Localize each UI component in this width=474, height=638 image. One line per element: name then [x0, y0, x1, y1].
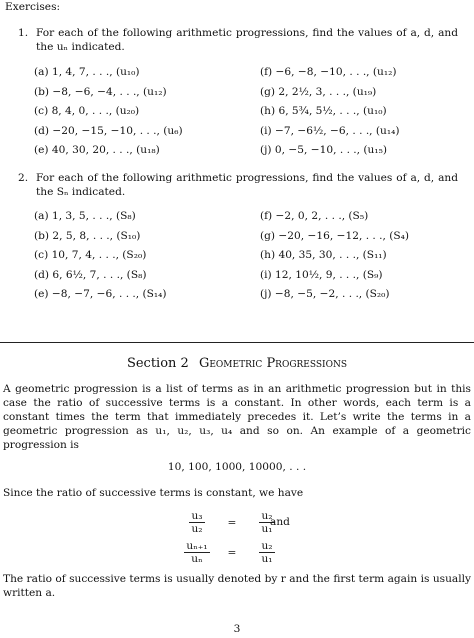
item-left: (b) −8, −6, −4, . . ., (u₁₂): [34, 85, 167, 98]
question-2: [18, 172, 458, 200]
exercises-heading: Exercises:: [5, 1, 61, 13]
section-label: Section 2: [126, 356, 189, 371]
numerator: u₂: [261, 540, 273, 552]
item-right: (g) 2, 2½, 3, . . ., (u₁₉): [260, 85, 377, 98]
list-item: [34, 86, 454, 106]
item-left: (e) 40, 30, 20, . . ., (u₁₈): [34, 144, 160, 156]
equals-sign: =: [227, 516, 237, 529]
item-left: (e) −8, −7, −6, . . ., (S₁₄): [34, 288, 167, 300]
item-left: (a) 1, 3, 5, . . ., (S₈): [34, 210, 136, 222]
fraction: [259, 540, 274, 565]
paragraph-definition: A geometric progression is a list of terms as in an arithmetic progression but in this case the ratio of successive terms is a constant. In other words, each term is a constant times the term that immediately precedes it. Let’s write the terms in a geometric progression as u₁, u₂, u₃, u₄ and so on. An example of a geometric progression is: [3, 383, 471, 451]
section-heading: [0, 355, 474, 372]
paragraph-ratio: Since the ratio of successive terms is constant, we have: [3, 487, 304, 499]
item-left: (a) 1, 4, 7, . . ., (u₁₀): [34, 66, 140, 78]
numerator: u₃: [191, 510, 203, 522]
paragraph-notation: The ratio of successive terms is usually denoted by r and the first term again is usually written a.: [3, 573, 471, 599]
item-right: (j) 0, −5, −10, . . ., (u₁₅): [260, 144, 387, 156]
fraction: [184, 540, 209, 565]
denominator: u₂: [191, 523, 203, 536]
list-item: [34, 105, 454, 125]
list-item: [34, 288, 454, 308]
page-number: 3: [233, 623, 241, 635]
question-1: [18, 27, 458, 55]
list-item: [34, 210, 454, 230]
item-right: (i) 12, 10½, 9, . . ., (S₉): [260, 268, 383, 281]
example-sequence: 10, 100, 1000, 10000, . . .: [167, 461, 307, 473]
item-right: (i) −7, −6½, −6, . . ., (u₁₄): [260, 124, 400, 137]
item-right: (f) −6, −8, −10, . . ., (u₁₂): [260, 66, 397, 78]
list-item: [34, 269, 454, 289]
item-right: (h) 6, 5¾, 5½, . . ., (u₁₀): [260, 105, 387, 117]
item-left: (c) 8, 4, 0, . . ., (u₂₀): [34, 105, 140, 117]
list-item: [34, 230, 454, 250]
question-2-number: 2.: [18, 172, 29, 184]
question-1-items: [34, 66, 454, 164]
item-right: (j) −8, −5, −2, . . ., (S₂₀): [260, 288, 390, 300]
item-left: (d) 6, 6½, 7, . . ., (S₈): [34, 268, 147, 281]
list-item: [34, 249, 454, 269]
denominator: u₁: [261, 553, 273, 566]
section-title: Geometric Progressions: [198, 356, 348, 371]
item-left: (b) 2, 5, 8, . . ., (S₁₀): [34, 229, 141, 242]
question-2-text: For each of the following arithmetic progressions, find the values of a, d, and the Sₙ indicated.: [36, 172, 458, 198]
question-1-text: For each of the following arithmetic progressions, find the values of a, d, and the uₙ indicated.: [36, 27, 458, 53]
denominator: u₁: [261, 523, 273, 536]
item-right: (g) −20, −16, −12, . . ., (S₄): [260, 229, 410, 242]
denominator: uₙ: [191, 553, 203, 566]
equation-row: [180, 510, 284, 535]
list-item: [34, 66, 454, 86]
item-left: (c) 10, 7, 4, . . ., (S₂₀): [34, 249, 147, 261]
section-divider: [0, 342, 474, 343]
fraction: [189, 510, 204, 535]
equals-sign: =: [227, 546, 237, 559]
list-item: [34, 144, 454, 164]
question-1-number: 1.: [18, 27, 29, 39]
list-item: [34, 125, 454, 145]
item-right: (h) 40, 35, 30, . . ., (S₁₁): [260, 249, 387, 261]
equation-and-word: and: [270, 516, 290, 528]
numerator: u₂: [261, 510, 273, 522]
equation-row: [180, 540, 284, 565]
question-2-items: [34, 210, 454, 308]
item-right: (f) −2, 0, 2, . . ., (S₅): [260, 210, 369, 222]
item-left: (d) −20, −15, −10, . . ., (u₆): [34, 124, 183, 137]
numerator: uₙ₊₁: [186, 540, 208, 552]
